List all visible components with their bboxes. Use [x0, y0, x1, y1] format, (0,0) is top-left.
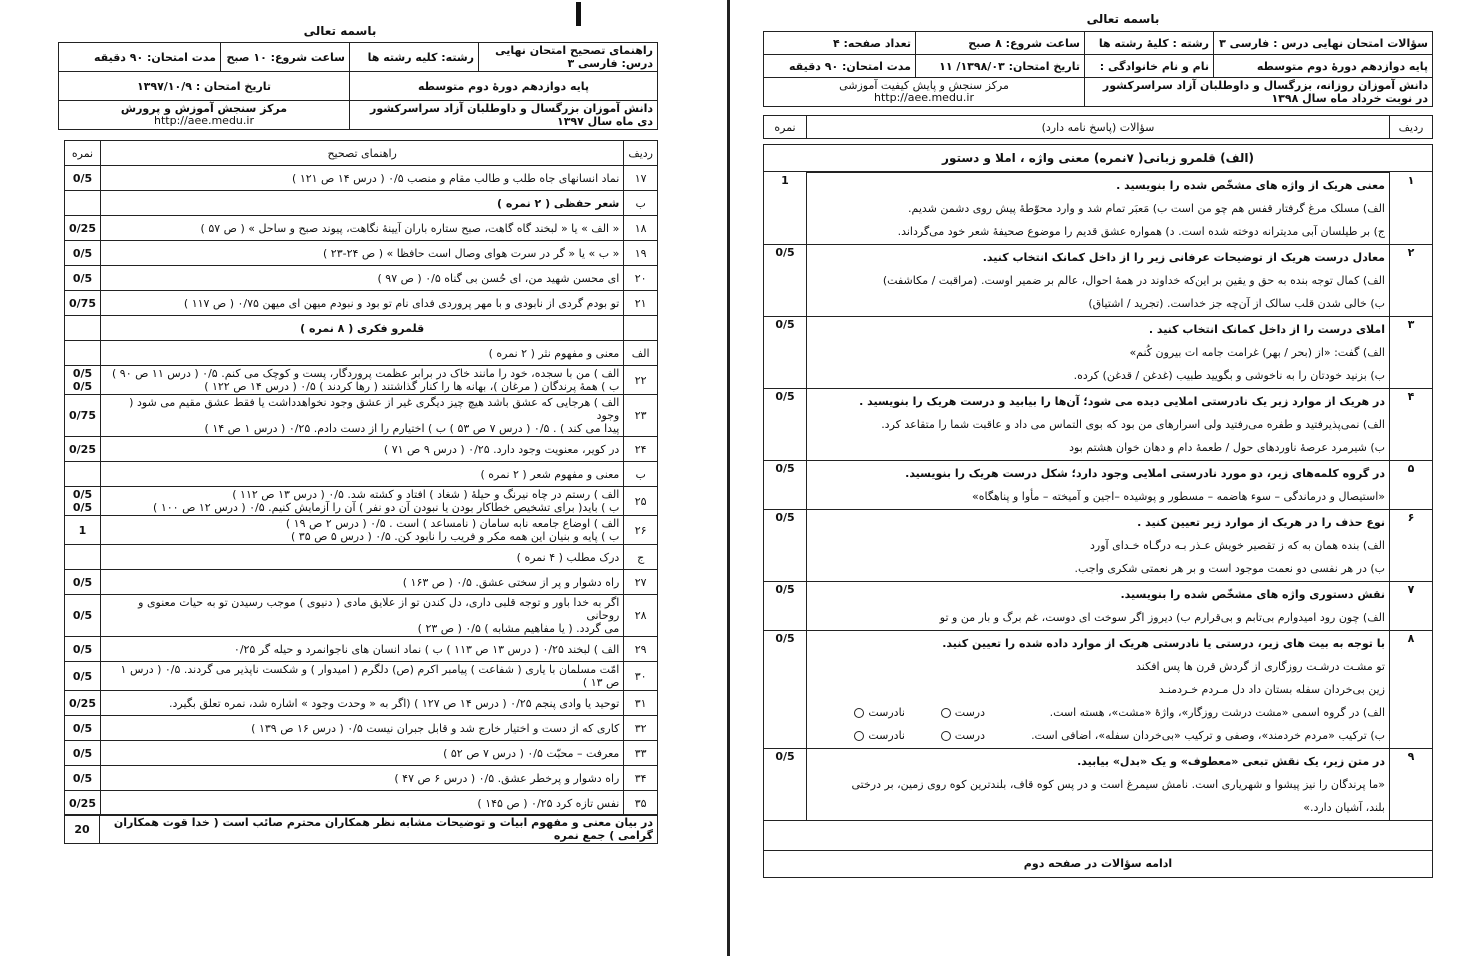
answer-row — [65, 216, 658, 241]
answer-row — [65, 766, 658, 791]
row-number: ۲۶ — [624, 516, 658, 545]
score-value: 0/5 — [72, 746, 93, 760]
question-prompt: نوع حذف را در هریک از موارد زیر تعیین کنید . — [1137, 516, 1385, 529]
question-number: ۳ — [1390, 317, 1433, 389]
row-number: ۲۴ — [624, 437, 658, 462]
start-time: ساعت شروع: ۱۰ صبح — [221, 43, 350, 72]
question-score: 1 — [764, 173, 807, 245]
scan-mark — [576, 2, 581, 26]
row-score — [65, 341, 101, 366]
col-score-header: نمره — [65, 141, 101, 166]
score-value: 0/5 — [72, 575, 93, 589]
question-row — [764, 510, 1432, 582]
answer-text — [100, 516, 623, 545]
question-line: ب) خالی شدن قلب سالک از آن‌چه جز خداست. (تجرید / اشتیاق) — [1088, 297, 1385, 310]
total-score: 20 — [65, 815, 100, 844]
answer-text — [100, 241, 623, 266]
answer-row — [65, 166, 658, 191]
answer-row — [65, 316, 658, 341]
question-score: 0/5 — [764, 389, 807, 461]
row-number — [624, 316, 658, 341]
answer-line: « ب » یا « گر در سرت هوای وصال است حافظا » ( ص ۲۴-۲۳ ) — [323, 246, 620, 260]
answer-line: ب ) همهٔ پرندگان ( مرغان )، بهانه ها را کنار گذاشتند ( رها کردند ) ۰/۵ ( درس ۱۴ ص ۱۲۲ ) — [204, 380, 620, 393]
answer-row — [65, 291, 658, 316]
row-number: ۳۵ — [624, 791, 658, 816]
answer-line: قلمرو فکری ( ۸ نمره ) — [300, 321, 425, 335]
row-number: ب — [624, 462, 658, 487]
answer-line: توحید یا وادی پنجم ۰/۲۵ ( درس ۱۴ ص ۱۲۷ ) (اگر به « وحدت وجود » اشاره شد، نمره تعلق بگیرد. — [169, 696, 620, 710]
row-score — [65, 545, 101, 570]
student-name-label: نام و نام خانوادگی : — [1085, 55, 1214, 78]
center-url: http://aee.medu.ir — [154, 114, 254, 127]
col-guide-header: راهنمای تصحیح — [100, 141, 623, 166]
option-statement: ب) ترکیب «مردم خردمند»، وصفی و ترکیب «بی‌خردان سفله»، اضافی است. — [1031, 729, 1385, 742]
question-prompt: در هریک از موارد زیر یک نادرستی املایی دیده می شود؛ آن‌ها را بیابید و درست هریک را بنویسید . — [859, 395, 1385, 408]
answer-row — [65, 595, 658, 637]
question-row — [764, 245, 1432, 317]
answer-text — [100, 191, 623, 216]
row-number: ۳۳ — [624, 741, 658, 766]
answer-line: الف ) من با سجده، خود را مانند خاک در برابر عظمت پروردگار، پست و کوچک می کنم. ۰/۵ ( درس ۱۱ ص ۹۰ ) — [112, 367, 620, 380]
answer-row — [65, 462, 658, 487]
row-number: ۳۲ — [624, 716, 658, 741]
row-number: ۲۸ — [624, 595, 658, 637]
row-score — [65, 166, 101, 191]
choice-label: درست — [954, 706, 985, 719]
answer-text — [100, 791, 623, 816]
question-line: «استیصال و درماندگی – سوء هاضمه – مسطور و پوشیده –اجین و آمیخته – مأوا و پناهگاه» — [972, 490, 1385, 503]
page-heading: باسمه تعالی — [303, 24, 377, 38]
score-value: 0/25 — [69, 442, 96, 456]
answer-line: راه دشوار و پرخطر عشق. ۰/۵ ( درس ۶ ص ۴۷ ) — [394, 771, 620, 785]
answer-text — [100, 766, 623, 791]
answer-text — [100, 462, 623, 487]
answer-text — [100, 716, 623, 741]
true-false-option — [811, 724, 1385, 747]
question-number: ۱ — [1390, 173, 1433, 245]
answer-row — [65, 341, 658, 366]
answer-row — [65, 545, 658, 570]
question-number: ۸ — [1390, 631, 1433, 749]
question-line: الف) نمی‌پذیرفتید و طفره می‌رفتید ولی اسرارهای من بود که بوی التماس می داد و عاقبت شما را متقاعد کرد. — [881, 418, 1385, 431]
score-value: 0/25 — [69, 796, 96, 810]
true-choice[interactable] — [905, 724, 985, 747]
row-score — [65, 595, 101, 637]
answer-text — [100, 595, 623, 637]
false-choice[interactable] — [815, 724, 905, 747]
row-score — [65, 716, 101, 741]
score-value: 0/5 — [72, 246, 93, 260]
field-label: رشته: کلیه رشته ها — [350, 43, 479, 72]
answer-row — [65, 437, 658, 462]
row-score — [65, 216, 101, 241]
continued-note: ادامه سؤالات در صفحه دوم — [764, 850, 1432, 877]
question-body — [807, 582, 1390, 631]
question-line: «ما پرندگان را نیز پیشوا و شهریاری است. نامش سیمرغ است و در پس کوه قاف، بلندترین کوه روی زمین، بر درختی — [851, 778, 1385, 791]
question-score: 0/5 — [764, 749, 807, 821]
answer-row — [65, 691, 658, 716]
exam-questions-page — [733, 0, 1457, 956]
row-number: ج — [624, 545, 658, 570]
answer-line: معنی و مفهوم نثر ( ۲ نمره ) — [488, 346, 620, 360]
exam-date: تاریخ امتحان: ۱۳۹۸/۰۳/ ۱۱ — [916, 55, 1085, 78]
row-score — [65, 516, 101, 545]
question-score: 0/5 — [764, 245, 807, 317]
question-score: 0/5 — [764, 510, 807, 582]
question-prompt: در متن زیر، یک نقش تبعی «معطوف» و یک «بدل» بیابید. — [1077, 755, 1385, 768]
question-score: 0/5 — [764, 582, 807, 631]
question-number: ۶ — [1390, 510, 1433, 582]
answer-text — [100, 570, 623, 595]
answer-row — [65, 191, 658, 216]
question-line: الف) بنده همان به که ز تقصیر خویش عـذر بـه درگـاه خـدای آورد — [1090, 539, 1385, 552]
row-number: ب — [624, 191, 658, 216]
row-number: ۳۱ — [624, 691, 658, 716]
row-score — [65, 691, 101, 716]
answer-text — [100, 545, 623, 570]
question-body — [807, 749, 1390, 821]
questions-column-header — [763, 115, 1433, 139]
answer-text — [100, 316, 623, 341]
score-value: 0/25 — [69, 221, 96, 235]
question-line: الف) گفت: «از (بحر / بهر) غرامت جامه ات بیرون کُنم» — [1129, 346, 1385, 359]
row-score — [65, 462, 101, 487]
answer-line: می گردد. ( یا مفاهیم مشابه ) ۰/۵ ( ص ۲۳ ) — [417, 622, 620, 635]
answer-line: درک مطلب ( ۴ نمره ) — [516, 550, 620, 564]
question-prompt: با توجه به بیت های زیر، درستی یا نادرستی هریک از موارد داده شده را تعیین کنید. — [942, 637, 1385, 650]
question-body — [807, 631, 1390, 749]
section-title: (الف) قلمرو زبانی( ۷نمره) معنی واژه ، املا و دستور — [764, 145, 1432, 172]
row-number: ۲۳ — [624, 395, 658, 437]
choice-label: درست — [954, 729, 985, 742]
question-score: 0/5 — [764, 631, 807, 749]
answer-text — [100, 691, 623, 716]
score-value: 0/75 — [69, 296, 96, 310]
row-number: ۲۰ — [624, 266, 658, 291]
row-score — [65, 395, 101, 437]
page-heading: باسمه تعالی — [1086, 12, 1160, 26]
question-row — [764, 461, 1432, 510]
question-line: الف) کمال توجه بنده به حق و یقین بر این‌که خداوند در همهٔ احوال، عالم بر ضمیر اوست. (مراقبت / مکاشفت) — [882, 274, 1385, 287]
radio-circle-icon[interactable] — [941, 731, 951, 741]
answer-row — [65, 716, 658, 741]
question-line: زین بی‌خردان سفله بستان داد دل مـردم خـردمنـد — [1158, 683, 1385, 696]
answer-row — [65, 241, 658, 266]
answer-row — [65, 637, 658, 662]
row-number: ۱۹ — [624, 241, 658, 266]
exam-title: راهنمای تصحیح امتحان نهایی درس: فارسی ۳ — [479, 43, 658, 72]
students-label: دانش آموزان روزانه، بزرگسال و داوطلبان آزاد سراسرکشور در نوبت خرداد ماه سال ۱۳۹۸ — [1085, 78, 1433, 107]
answer-line: تو بودم گردی از نابودی و با مهر پروردی فدای نام تو بود و نبودم میهن ای میهن ۰/۷۵ ( ص ۱۱۷ ) — [183, 296, 620, 310]
answer-table — [64, 140, 658, 816]
answer-row — [65, 487, 658, 516]
col-row-header: ردیف — [1390, 116, 1433, 139]
true-choice[interactable] — [905, 701, 985, 724]
question-prompt: نقش دستوری واژه های مشخّص شده را بنویسید. — [1120, 588, 1385, 601]
question-body — [807, 389, 1390, 461]
question-body — [807, 317, 1390, 389]
grade-label: پایه دوازدهم دورهٔ دوم متوسطه — [350, 72, 658, 101]
answer-row — [65, 791, 658, 816]
true-false-option — [811, 701, 1385, 724]
page-divider — [727, 0, 730, 956]
answer-text — [100, 637, 623, 662]
answer-line: اگر به خدا باور و توجه قلبی داری، دل کندن تو از علایق مادی ( دنیوی ) موجب رسیدن تو به حیات معنوی و روحانی — [138, 596, 620, 622]
radio-circle-icon[interactable] — [854, 731, 864, 741]
field-label: رشته : کلیهٔ رشته ها — [1085, 32, 1214, 55]
question-row — [764, 749, 1432, 821]
answer-line: پیدا می کند ) . ۰/۵ ( درس ۷ ص ۵۳ ) ب ) اختیارم را از دست دادم. ۰/۲۵ ( درس ۱ ص ۱۴ ) — [204, 422, 620, 435]
question-line: ب) شیرمرد عرصهٔ ناوردهای حول / طعمهٔ دام و دهان خوان هشتم بود — [1069, 441, 1385, 454]
answer-text — [100, 216, 623, 241]
answer-text — [100, 741, 623, 766]
question-number: ۷ — [1390, 582, 1433, 631]
row-number: ۳۰ — [624, 662, 658, 691]
answer-key-page — [0, 0, 727, 956]
score-value: 0/5 — [72, 367, 93, 380]
row-score — [65, 191, 101, 216]
question-row — [764, 582, 1432, 631]
row-number: ۳۴ — [624, 766, 658, 791]
answer-text — [100, 341, 623, 366]
question-row — [764, 631, 1432, 749]
question-body — [807, 245, 1390, 317]
question-number: ۹ — [1390, 749, 1433, 821]
score-value: 1 — [78, 523, 87, 537]
question-body — [807, 173, 1390, 245]
answer-line: نفس تازه کرد ۰/۲۵ ( ص ۱۴۵ ) — [477, 796, 620, 810]
score-value: 0/5 — [72, 609, 93, 622]
answer-row — [65, 570, 658, 595]
answer-row — [65, 516, 658, 545]
question-body — [807, 461, 1390, 510]
questions-table — [764, 172, 1432, 821]
col-score-header: نمره — [764, 116, 807, 139]
question-line: تو مشـت درشـت روزگاری از گردش قرن ها پس افکند — [1136, 660, 1385, 673]
row-number: ۲۷ — [624, 570, 658, 595]
answer-text — [100, 366, 623, 395]
answer-row — [65, 266, 658, 291]
question-row — [764, 317, 1432, 389]
question-line: الف) مسلک مرغ گرفتار قفس هم چو من است ب) مَعبَر تمام شد و وارد محوّطهٔ پیش روی دشمن شدیم. — [908, 202, 1385, 215]
answer-line: نماد انسانهای جاه طلب و طالب مقام و منصب ۰/۵ ( درس ۱۴ ص ۱۲۱ ) — [292, 171, 620, 185]
answer-key-header — [58, 42, 658, 130]
exam-header — [763, 31, 1433, 107]
question-line: بلند، آشیان دارد.» — [1303, 801, 1385, 814]
answer-line: شعر حفظی ( ۲ نمره ) — [497, 196, 620, 210]
question-prompt: املای درست را از داخل کمانک انتخاب کنید . — [1148, 323, 1385, 336]
question-row — [764, 173, 1432, 245]
answer-text — [100, 291, 623, 316]
answer-line: الف ) رستم در چاه نیرنگ و حیلهٔ ( شغاد ) افتاد و کشته شد. ۰/۵ ( درس ۱۳ ص ۱۱۲ ) — [232, 488, 620, 501]
row-number: الف — [624, 341, 658, 366]
answer-row — [65, 395, 658, 437]
score-value: 0/5 — [72, 642, 93, 656]
question-number: ۲ — [1390, 245, 1433, 317]
score-value: 0/75 — [69, 409, 96, 422]
answer-line: کاری که از دست و اختیار خارج شد و قابل جبران نیست ۰/۵ ( درس ۱۶ ص ۱۳۹ ) — [251, 721, 620, 735]
score-value: 0/5 — [72, 488, 93, 501]
answer-text — [100, 166, 623, 191]
question-prompt: معادل درست هریک از توضیحات عرفانی زیر را از داخل کمانک انتخاب کنید. — [982, 251, 1385, 264]
question-line: ب) در هر نفسی دو نعمت موجود است و بر هر نعمتی شکری واجب. — [1074, 562, 1385, 575]
question-prompt: معنی هریک از واژه های مشخّص شده را بنویسید . — [1116, 179, 1385, 192]
question-row — [764, 389, 1432, 461]
answer-line: الف ) هرجایی که عشق باشد هیچ چیز دیگری غیر از عشق وجود نخواهدداشت یا فقط عشق مقیم می شود ( وجود — [129, 396, 620, 422]
option-statement: الف) در گروه اسمی «مشت درشت روزگار»، واژهٔ «مشت»، هسته است. — [1049, 706, 1385, 719]
center-url: http://aee.medu.ir — [874, 91, 974, 104]
answer-line: ب ) پایه و بنیان این همه مکر و فریب را نابود کن. ۰/۵ ( درس ۵ ص ۳۵ ) — [290, 530, 620, 543]
question-line: الف) چون رود امیدوارم بی‌تابم و بی‌قرارم ب) دیروز اگر سوخت ای دوست، غم برگ و بار من و تو — [939, 611, 1385, 624]
answer-line: معنی و مفهوم شعر ( ۲ نمره ) — [480, 467, 620, 481]
answer-line: الف ) اوضاع جامعه نابه سامان ( نامساعد ) است . ۰/۵ ( درس ۲ ص ۱۹ ) — [285, 517, 620, 530]
row-score — [65, 766, 101, 791]
choice-label: نادرست — [868, 729, 905, 742]
question-line: ب) بزنید خودتان را به ناخوشی و بگویید طبیب (غدغن / قدغن) کرده. — [1073, 369, 1385, 382]
row-number: ۲۵ — [624, 487, 658, 516]
choice-label: نادرست — [868, 706, 905, 719]
question-number: ۴ — [1390, 389, 1433, 461]
answer-row — [65, 366, 658, 395]
row-number: ۱۷ — [624, 166, 658, 191]
answer-line: در کویر، معنویت وجود دارد. ۰/۲۵ ( درس ۹ ص ۷۱ ) — [383, 442, 620, 456]
row-score — [65, 637, 101, 662]
answer-row — [65, 662, 658, 691]
score-value: 0/5 — [72, 669, 93, 683]
question-line: ج) بر طیلسان آبی مدیترانه دوخته شده است. د) همواره عشق قدیم را موضوع صحیفهٔ شعر خود می‌گرداند. — [897, 225, 1385, 238]
question-number: ۵ — [1390, 461, 1433, 510]
score-value: 0/5 — [72, 271, 93, 285]
row-score — [65, 437, 101, 462]
answer-line: ای محسن شهید من، ای حُسن بی گناه ۰/۵ ( ص ۹۷ ) — [377, 271, 620, 285]
answer-line: راه دشوار و پر از سختی عشق. ۰/۵ ( ص ۱۶۳ ) — [402, 575, 620, 589]
row-score — [65, 266, 101, 291]
col-questions-header: سؤالات (پاسخ نامه دارد) — [807, 116, 1390, 139]
row-number: ۱۸ — [624, 216, 658, 241]
row-score — [65, 662, 101, 691]
duration: مدت امتحان: ۹۰ دقیقه — [59, 43, 221, 72]
row-score — [65, 791, 101, 816]
answer-text — [100, 266, 623, 291]
false-choice[interactable] — [815, 701, 905, 724]
answer-text — [100, 487, 623, 516]
footer-note: در بیان معنی و مفهوم ابیات و توضیحات مشابه نظر همکاران محترم صائب است ( خدا قوت همکاران گرامی ) جمع نمره — [100, 815, 658, 844]
answer-row — [65, 741, 658, 766]
radio-circle-icon[interactable] — [941, 708, 951, 718]
answer-line: ب ) باید( برای تشخیص خطاکار بودن یا نبودن آن دو نفر ) آن را آزمایش کنیم. ۰/۵ ( درس ۱۲ ص ۱۰۰ ) — [153, 501, 620, 514]
score-value: 0/5 — [72, 771, 93, 785]
score-value: 0/5 — [72, 380, 93, 393]
score-value: 0/25 — [69, 696, 96, 710]
answer-text — [100, 395, 623, 437]
questions-frame — [763, 144, 1433, 878]
score-value: 0/5 — [72, 501, 93, 514]
start-time: ساعت شروع: ۸ صبح — [916, 32, 1085, 55]
exam-title: سؤالات امتحان نهایی درس : فارسی ۳ — [1214, 32, 1433, 55]
answer-text — [100, 662, 623, 691]
answer-text — [100, 437, 623, 462]
row-score — [65, 291, 101, 316]
duration: مدت امتحان: ۹۰ دقیقه — [764, 55, 916, 78]
radio-circle-icon[interactable] — [854, 708, 864, 718]
row-number: ۲۲ — [624, 366, 658, 395]
row-score — [65, 487, 101, 516]
row-score — [65, 241, 101, 266]
answer-line: امّت مسلمان با یاری ( شفاعت ) پیامبر اکرم (ص) دلگرم ( امیدوار ) و شکست ناپذیر می گردند. ۰/۵ ( درس ۱ ص ۱۳ ) — [120, 663, 620, 689]
question-prompt: در گروه کلمه‌های زیر، دو مورد نادرستی املایی وجود دارد؛ شکل درست هریک را بنویسید. — [905, 467, 1385, 480]
row-score — [65, 366, 101, 395]
row-number: ۲۹ — [624, 637, 658, 662]
question-body — [807, 510, 1390, 582]
score-value: 0/5 — [72, 721, 93, 735]
center-name: مرکز سنجش آموزش و پرورش — [120, 102, 288, 115]
students-label: دانش آموزان بزرگسال و داوطلبان آزاد سراسرکشور دی ماه سال ۱۳۹۷ — [350, 101, 658, 130]
answer-line: الف ) لبخند ۰/۲۵ ( درس ۱۳ ص ۱۱۳ ) ب ) نماد انسان های ناجوانمرد و حیله گر ۰/۲۵ — [233, 642, 620, 656]
question-score: 0/5 — [764, 461, 807, 510]
page-count: تعداد صفحه: ۴ — [764, 32, 916, 55]
answer-footer — [64, 814, 658, 844]
row-score — [65, 741, 101, 766]
col-row-header: ردیف — [624, 141, 658, 166]
score-value: 0/5 — [72, 171, 93, 185]
row-score — [65, 316, 101, 341]
answer-line: معرفت – محبّت ۰/۵ ( درس ۷ ص ۵۲ ) — [443, 746, 620, 760]
answer-line: « الف » یا « لبخند گاه گاهت، صبح ستاره باران آیینهٔ نگاهت، پیوند صبح و ساحل » ( ص ۵۷ ) — [200, 221, 620, 235]
row-number: ۲۱ — [624, 291, 658, 316]
exam-date: تاریخ امتحان : ۱۳۹۷/۱۰/۹ — [59, 72, 350, 101]
question-score: 0/5 — [764, 317, 807, 389]
row-score — [65, 570, 101, 595]
grade-label: پایه دوازدهم دورهٔ دوم متوسطه — [1214, 55, 1433, 78]
center-name: مرکز سنجش و پایش کیفیت آموزشی — [839, 79, 1009, 92]
